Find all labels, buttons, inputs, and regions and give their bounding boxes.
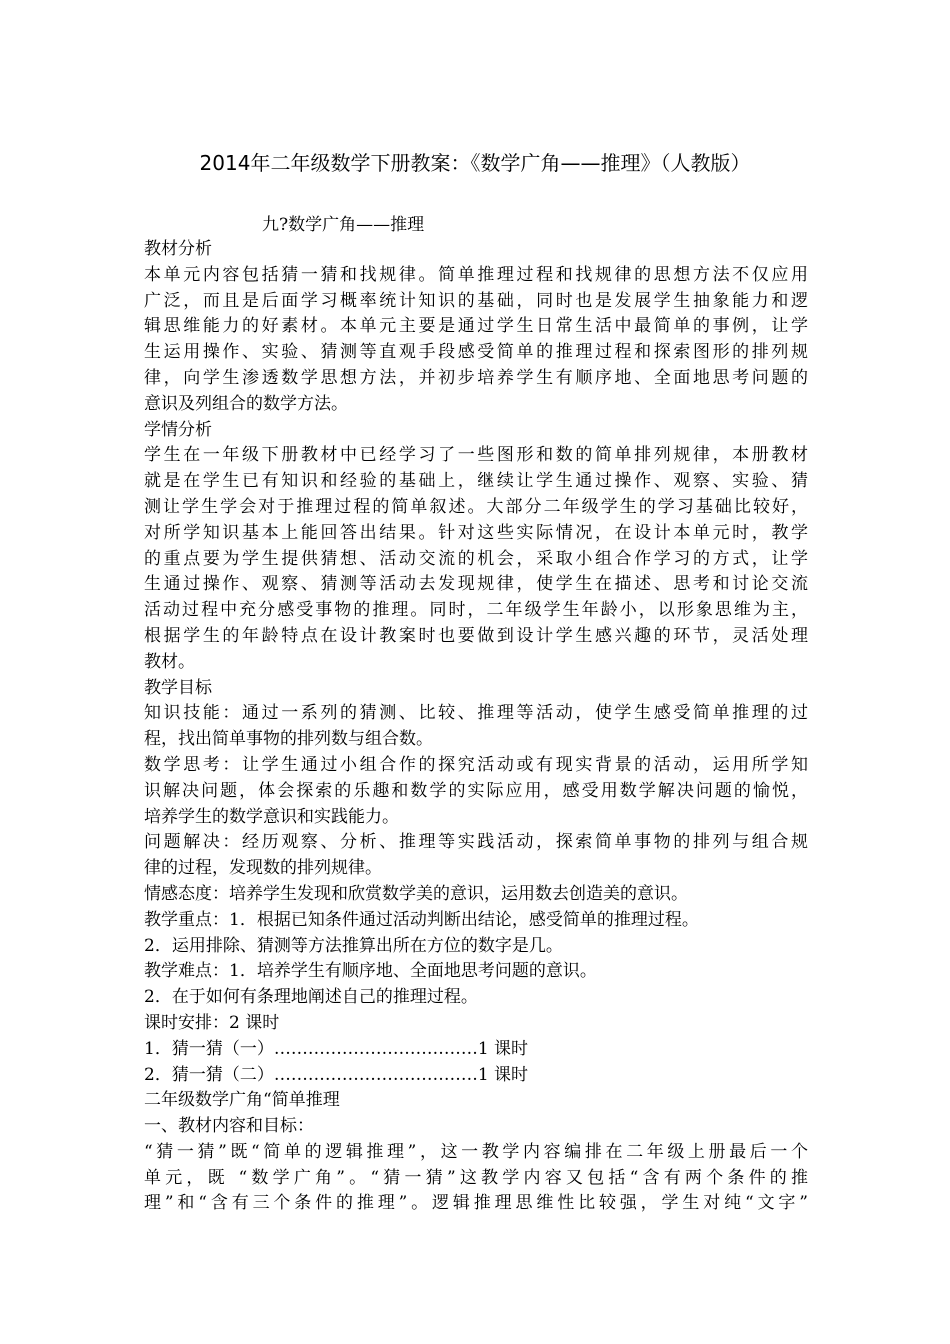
text-line: 意识及列组合的数学方法。 [144,393,348,414]
text-line: 数学思考：让学生通过小组合作的探究活动或有现实背景的活动，运用所学知 [144,754,808,775]
text-line: 识解决问题，体会探索的乐趣和数学的实际应用，感受用数学解决问题的愉悦， [144,780,808,801]
text-line: 2．运用排除、猜测等方法推算出所在方位的数字是几。 [144,935,563,956]
text-line: 律，向学生渗透数学思想方法，并初步培养学生有顺序地、全面地思考问题的 [144,367,808,388]
text-line: 辑思维能力的好素材。本单元主要是通过学生日常生活中最简单的事例，让学 [144,316,808,337]
text-line: 教材分析 [144,239,212,259]
text-line: 测让学生学会对于推理过程的简单叙述。大部分二年级学生的学习基础比较好， [144,496,808,517]
text-line: 生通过操作、观察、猜测等活动去发现规律，使学生在描述、思考和讨论交流 [144,574,808,595]
text-line: 生运用操作、实验、猜测等直观手段感受简单的推理过程和探索图形的排列规 [144,342,808,363]
text-line: 就是在学生已有知识和经验的基础上，继续让学生通过操作、观察、实验、猜 [144,471,808,492]
text-line: 学生在一年级下册教材中已经学习了一些图形和数的简单排列规律，本册教材 [144,445,808,466]
document-title: 2014年二年级数学下册教案：《数学广角——推理》（人教版） [199,151,751,175]
text-line: 对所学知识基本上能回答出结果。针对这些实际情况，在设计本单元时，教学 [144,522,808,543]
text-line: 问题解决：经历观察、分析、推理等实践活动，探索简单事物的排列与组合规 [144,832,808,853]
text-line: 理”和“含有三个条件的推理”。逻辑推理思维性比较强，学生对纯“文字” [144,1193,808,1214]
text-line: 本单元内容包括猜一猜和找规律。简单推理过程和找规律的思想方法不仅应用 [144,264,808,285]
text-line: 广泛，而且是后面学习概率统计知识的基础，同时也是发展学生抽象能力和逻 [144,290,808,311]
section-subtitle: 九?数学广角——推理 [262,215,425,235]
text-line: 1．猜一猜（一）………………………………1 课时 [144,1038,529,1059]
text-line: 根据学生的年龄特点在设计教案时也要做到设计学生感兴趣的环节，灵活处理 [144,625,808,646]
text-line: 情感态度：培养学生发现和欣赏数学美的意识，运用数去创造美的意识。 [144,883,688,904]
document-body [144,237,808,1217]
text-line: 的重点要为学生提供猜想、活动交流的机会，采取小组合作学习的方式，让学 [144,548,808,569]
text-line: 2．在于如何有条理地阐述自己的推理过程。 [144,987,478,1008]
text-line: 教学重点：1．根据已知条件通过活动判断出结论，感受简单的推理过程。 [144,909,699,930]
text-line: 单元，既 “数学广角”。“猜一猜”这教学内容又包括“含有两个条件的推 [144,1167,808,1188]
text-line: “猜一猜”既“简单的逻辑推理”，这一教学内容编排在二年级上册最后一个 [144,1141,808,1162]
text-line: 一、教材内容和目标： [144,1116,314,1137]
text-line: 2．猜一猜（二）………………………………1 课时 [144,1064,529,1085]
text-line: 教学难点：1．培养学生有顺序地、全面地思考问题的意识。 [144,961,597,982]
text-line: 活动过程中充分感受事物的推理。同时，二年级学生年龄小，以形象思维为主， [144,600,808,621]
text-line: 程，找出简单事物的排列数与组合数。 [144,729,433,750]
text-line: 培养学生的数学意识和实践能力。 [144,806,399,827]
text-line: 课时安排：2 课时 [144,1012,280,1033]
text-line: 二年级数学广角“简单推理 [144,1090,340,1111]
text-line: 学情分析 [144,419,212,440]
text-line: 律的过程，发现数的排列规律。 [144,858,382,879]
text-line: 教材。 [144,651,195,672]
text-line: 知识技能：通过一系列的猜测、比较、推理等活动，使学生感受简单推理的过 [144,703,808,724]
text-line: 教学目标 [144,677,212,698]
